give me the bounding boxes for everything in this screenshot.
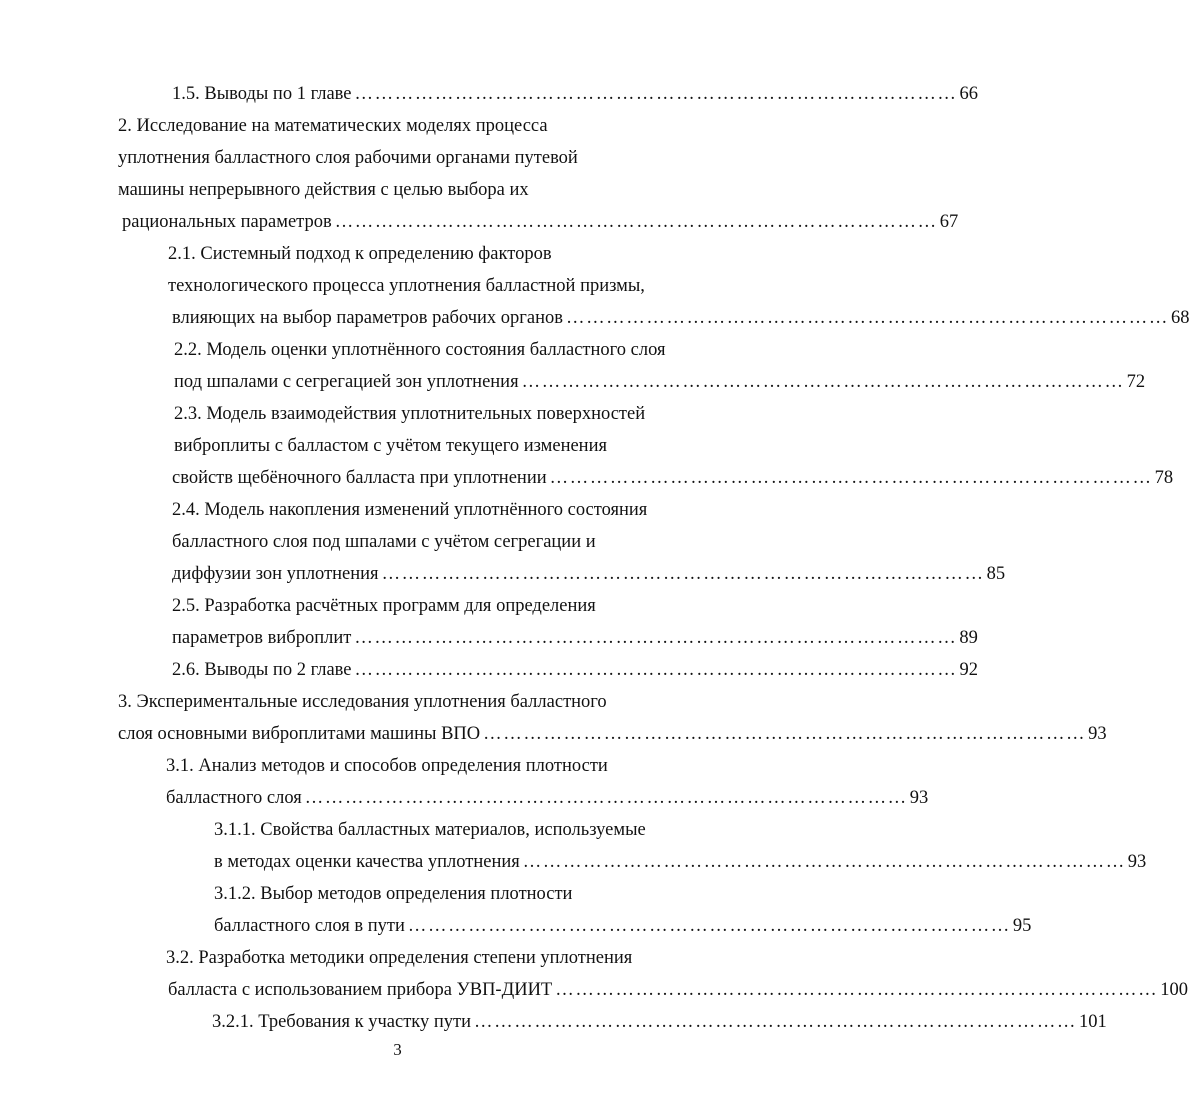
toc-entry-2-3-line-3 [172, 462, 1174, 494]
toc-entry-3-2-1 [212, 1006, 1107, 1038]
dot-leader: ……………………………………………………………………………… [521, 372, 1125, 392]
toc-page-number: 100 [1160, 980, 1188, 1000]
toc-entry-text: влияющих на выбор параметров рабочих органов [172, 308, 563, 328]
toc-chapter-2-line-4 [122, 206, 959, 238]
dot-leader: ……………………………………………………………………………… [354, 660, 958, 680]
toc-entry-text: 3.2.1. Требования к участку пути [212, 1012, 472, 1032]
toc-page-number: 67 [939, 212, 959, 232]
toc-entry-text: 3.1.1. Свойства балластных материалов, используемые [214, 820, 646, 840]
dot-leader: ……………………………………………………………………………… [354, 84, 958, 104]
toc-page-number: 93 [909, 788, 929, 808]
toc-page-number: 92 [959, 660, 979, 680]
toc-entry-text: балластного слоя под шпалами с учётом сегрегации и [172, 532, 596, 552]
toc-chapter-2-line-3 [118, 174, 529, 206]
toc-entry-3-1-line-1 [166, 750, 608, 782]
dot-leader: ……………………………………………………………………………… [483, 724, 1087, 744]
toc-page-number: 95 [1012, 916, 1032, 936]
toc-entry-text: машины непрерывного действия с целью выбора их [118, 180, 529, 200]
dot-leader: ……………………………………………………………………………… [334, 212, 938, 232]
toc-entry-3-2-line-1 [166, 942, 632, 974]
dot-leader: ……………………………………………………………………………… [555, 980, 1159, 1000]
toc-entry-3-1-1-line-2 [214, 846, 1147, 878]
toc-entry-2-2-line-2 [174, 366, 1146, 398]
toc-entry-text: 1.5. Выводы по 1 главе [172, 84, 352, 104]
dot-leader: ……………………………………………………………………………… [522, 852, 1126, 872]
toc-chapter-3-line-2 [118, 718, 1107, 750]
toc-page-number: 66 [959, 84, 979, 104]
toc-entry-1-5 [172, 78, 979, 110]
toc-entry-2-4-line-1 [172, 494, 647, 526]
toc-entry-2-4-line-3 [172, 558, 1006, 590]
toc-page-number: 72 [1126, 372, 1146, 392]
toc-entry-text: 2.5. Разработка расчётных программ для определения [172, 596, 596, 616]
toc-chapter-2-line-1 [118, 110, 548, 142]
dot-leader: ……………………………………………………………………………… [474, 1012, 1078, 1032]
toc-entry-2-1-line-3 [172, 302, 1189, 334]
toc-chapter-3-line-1 [118, 686, 607, 718]
dot-leader: ……………………………………………………………………………… [354, 628, 958, 648]
page-number-footer: 3 [393, 1040, 402, 1059]
dot-leader: ……………………………………………………………………………… [304, 788, 908, 808]
toc-entry-3-1-line-2 [166, 782, 929, 814]
toc-entry-text: 3. Экспериментальные исследования уплотнения балластного [118, 692, 607, 712]
toc-entry-text: рациональных параметров [122, 212, 332, 232]
toc-entry-2-3-line-2 [174, 430, 607, 462]
toc-entry-2-2-line-1 [174, 334, 666, 366]
toc-page-number: 93 [1088, 724, 1107, 744]
toc-entry-text: свойств щебёночного балласта при уплотнении [172, 468, 547, 488]
toc-entry-text: 3.2. Разработка методики определения степени уплотнения [166, 948, 633, 968]
toc-entry-text: балласта с использованием прибора УВП-ДИИТ [168, 980, 553, 1000]
toc-entry-text: балластного слоя [166, 788, 302, 808]
toc-entry-3-2-line-2 [168, 974, 1188, 1006]
toc-entry-3-1-2-line-2 [214, 910, 1032, 942]
toc-entry-2-5-line-2 [172, 622, 978, 654]
toc-entry-2-1-line-2 [168, 270, 645, 302]
toc-page-number: 85 [986, 564, 1006, 584]
toc-entry-text: виброплиты с балластом с учётом текущего изменения [174, 436, 607, 456]
dot-leader: ……………………………………………………………………………… [407, 916, 1011, 936]
toc-chapter-2-line-2 [118, 142, 578, 174]
toc-entry-text: параметров виброплит [172, 628, 352, 648]
toc-entry-text: 2.1. Системный подход к определению факторов [168, 244, 552, 264]
toc-entry-text: 2.2. Модель оценки уплотнённого состояния балластного слоя [174, 340, 666, 360]
toc-entry-2-3-line-1 [174, 398, 645, 430]
toc-entry-3-1-2-line-1 [214, 878, 572, 910]
toc-entry-text: под шпалами с сегрегацией зон уплотнения [174, 372, 519, 392]
toc-entry-text: 3.1.2. Выбор методов определения плотности [214, 884, 573, 904]
toc-entry-text: 2.3. Модель взаимодействия уплотнительных поверхностей [174, 404, 646, 424]
toc-entry-2-4-line-2 [172, 526, 596, 558]
toc-entry-text: 3.1. Анализ методов и способов определения плотности [166, 756, 608, 776]
dot-leader: ……………………………………………………………………………… [549, 468, 1153, 488]
toc-entry-2-1-line-1 [168, 238, 552, 270]
toc-entry-text: 2.6. Выводы по 2 главе [172, 660, 352, 680]
toc-entry-text: диффузии зон уплотнения [172, 564, 379, 584]
toc-page-number: 89 [959, 628, 978, 648]
toc-page-number: 78 [1154, 468, 1174, 488]
toc-page-number: 93 [1127, 852, 1147, 872]
toc-entry-text: 2. Исследование на математических моделях процесса [118, 116, 548, 136]
toc-entry-text: технологического процесса уплотнения балластной призмы, [168, 276, 645, 296]
dot-leader: ……………………………………………………………………………… [381, 564, 985, 584]
toc-entry-text: слоя основными виброплитами машины ВПО [118, 724, 481, 744]
toc-entry-text: балластного слоя в пути [214, 916, 405, 936]
toc-entry-2-6 [172, 654, 979, 686]
toc-entry-text: 2.4. Модель накопления изменений уплотнённого состояния [172, 500, 648, 520]
toc-entry-text: уплотнения балластного слоя рабочими органами путевой [118, 148, 578, 168]
toc-page-number: 101 [1079, 1012, 1107, 1032]
toc-entry-text: в методах оценки качества уплотнения [214, 852, 520, 872]
toc-entry-2-5-line-1 [172, 590, 596, 622]
dot-leader: ……………………………………………………………………………… [565, 308, 1169, 328]
toc-entry-3-1-1-line-1 [214, 814, 646, 846]
toc-page-number: 68 [1170, 308, 1189, 328]
